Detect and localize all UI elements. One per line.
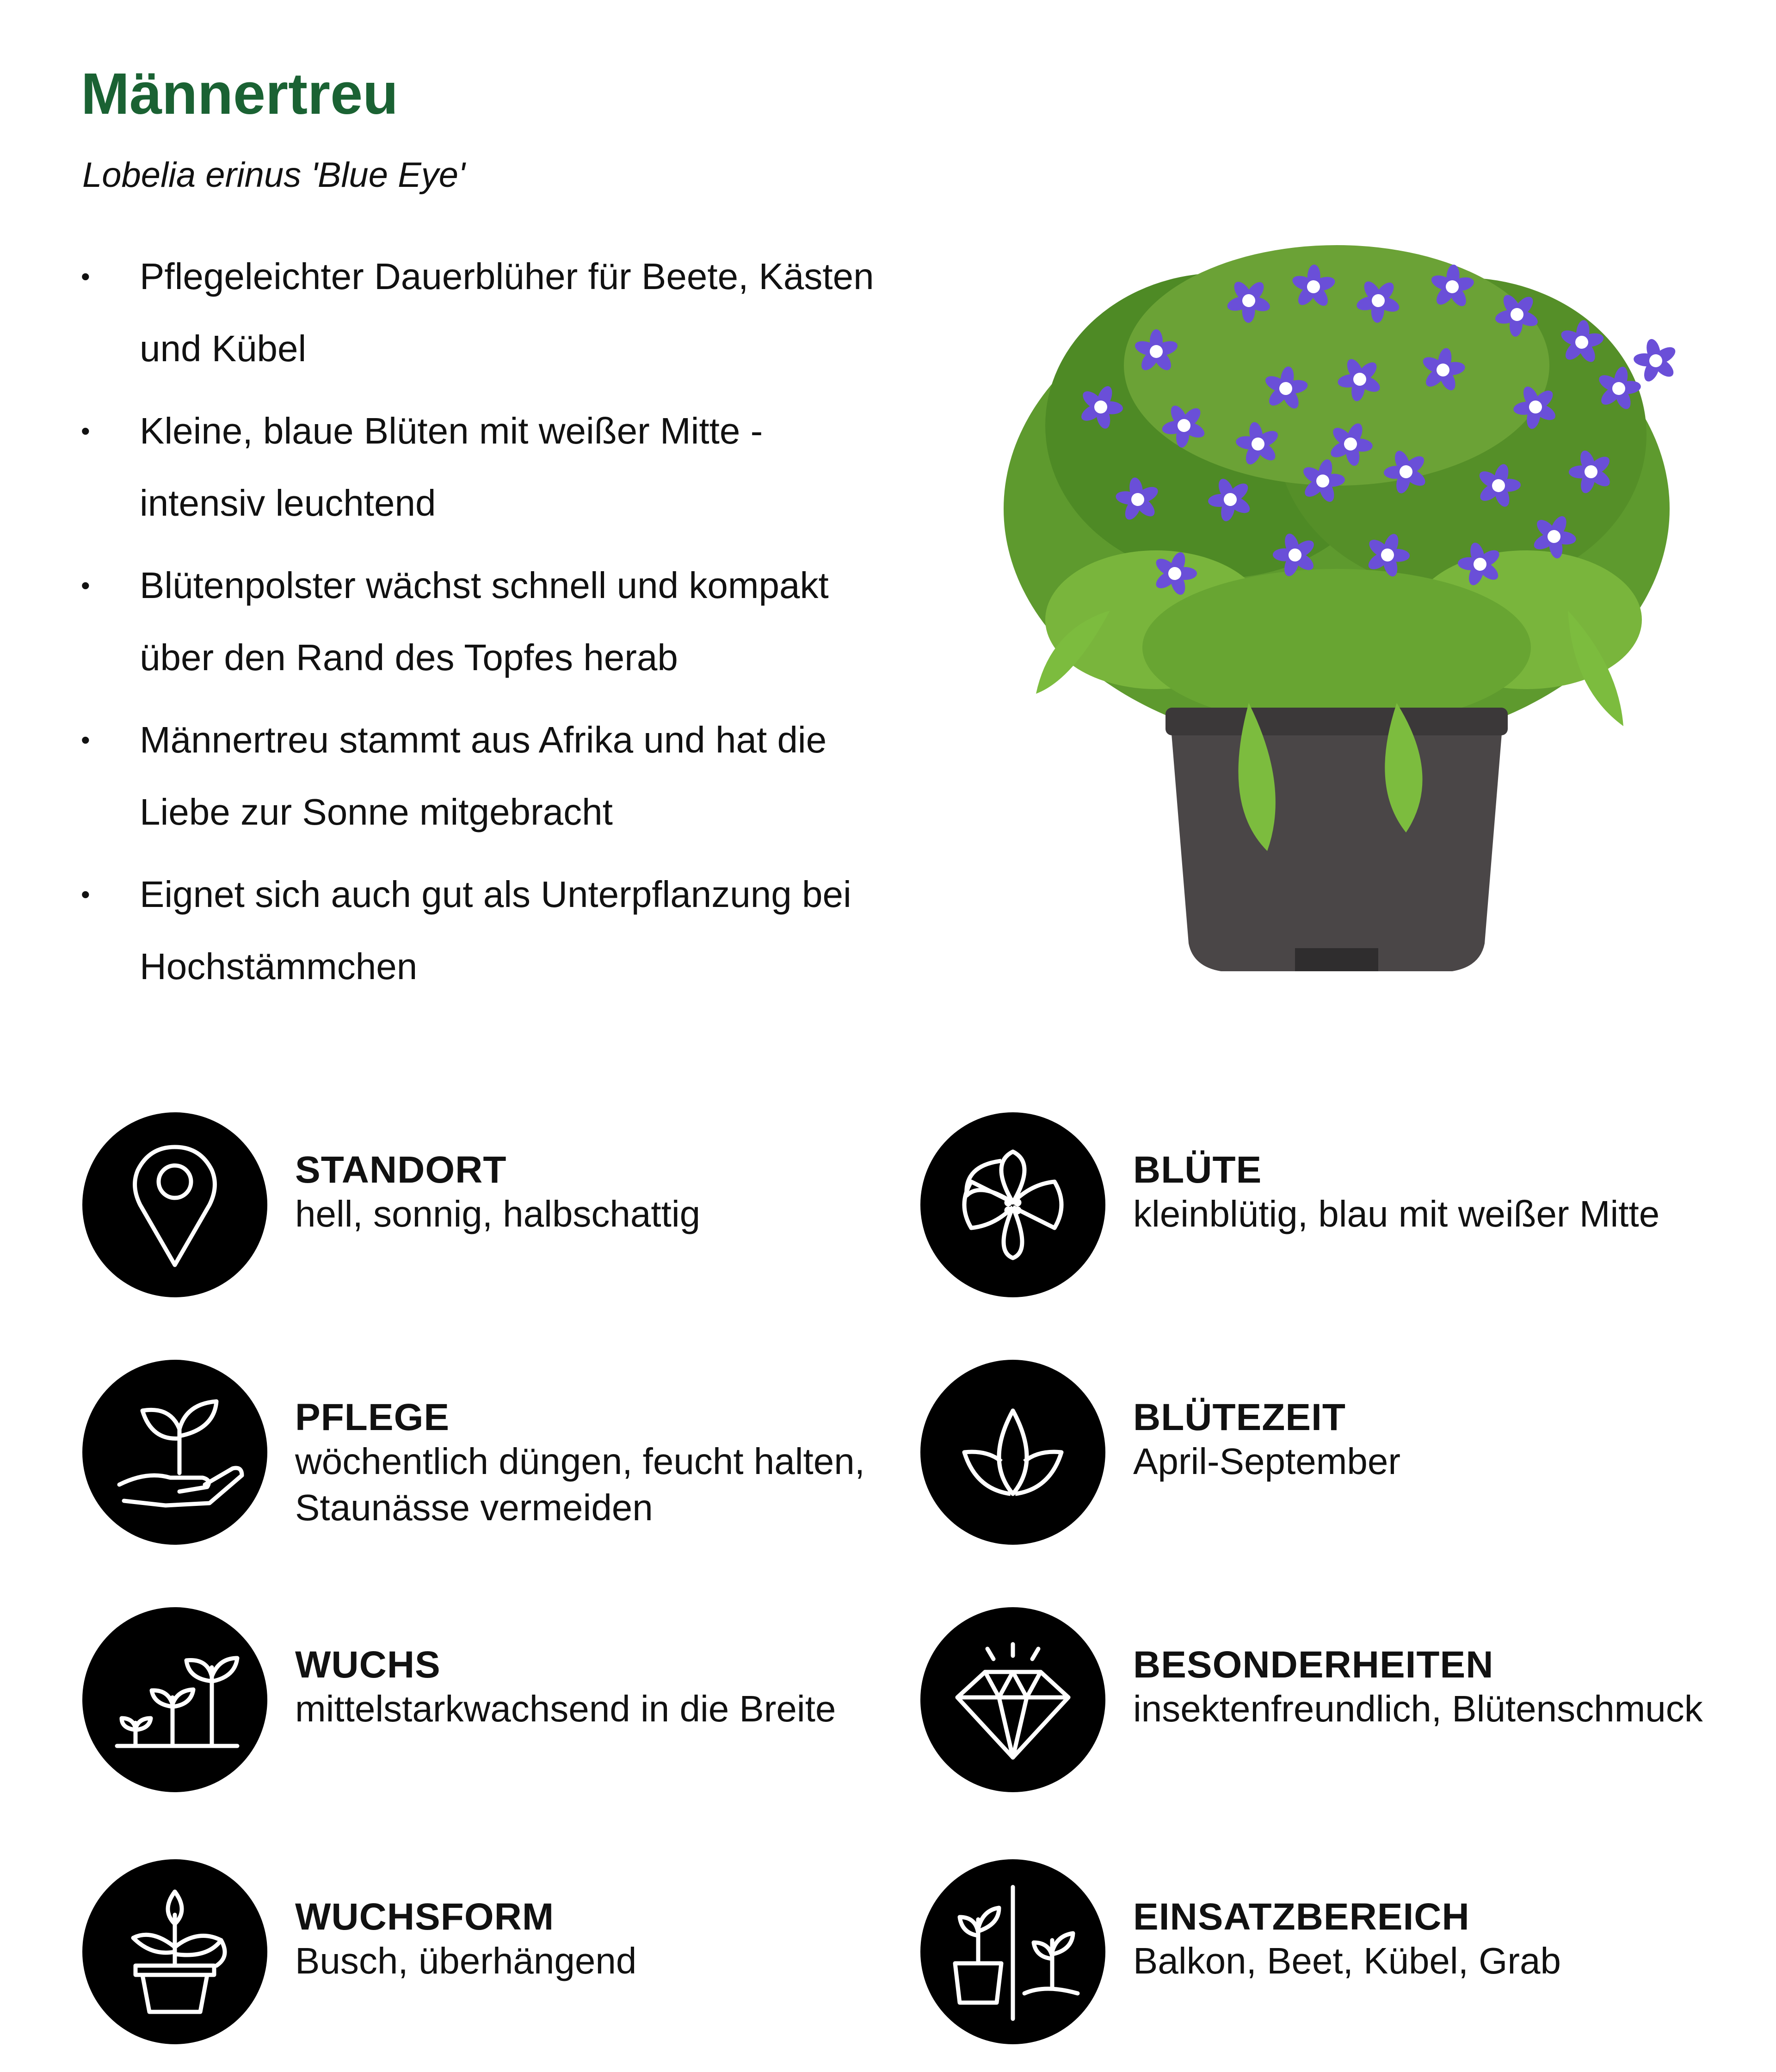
pot [1166,708,1508,971]
feature-label: BLÜTE [1133,1149,1262,1191]
botanical-name: Lobelia erinus 'Blue Eye' [82,155,465,195]
potted-plant-icon [82,1859,267,2044]
list-item: • Kleine, blaue Blüten mit weißer Mitte - intensiv leuchtend [81,395,895,539]
list-item: • Pflegeleichter Dauerblüher für Beete, Kästen und Kübel [81,240,895,385]
feature-label: BLÜTEZEIT [1133,1396,1346,1438]
feature-wuchs [82,1607,896,1801]
growing-sprouts-icon [82,1607,267,1792]
feature-pflege [82,1360,896,1554]
diamond-icon [920,1607,1105,1792]
feature-bluetezeit [920,1360,1734,1554]
feature-label: EINSATZBEREICH [1133,1896,1470,1938]
feature-value: insektenfreundlich, Blütenschmuck [1133,1688,1703,1730]
feature-label: BESONDERHEITEN [1133,1644,1494,1686]
feature-bluete [920,1112,1734,1307]
feature-value: Balkon, Beet, Kübel, Grab [1133,1940,1561,1982]
feature-value: mittelstarkwachsend in die Breite [295,1688,836,1730]
location-pin-icon [82,1112,267,1297]
hand-seedling-icon [82,1360,267,1545]
plant-photo [897,148,1776,1018]
feature-value: hell, sonnig, halbschattig [295,1193,701,1235]
feature-besonderheiten [920,1607,1734,1801]
feature-einsatzbereich [920,1859,1734,2054]
feature-standort [82,1112,896,1307]
feature-value: April-September [1133,1441,1401,1482]
feature-label: WUCHS [295,1644,441,1686]
feature-value: wöchentlich düngen, feucht halten, Staunässe vermeiden [295,1441,865,1529]
list-item: • Männertreu stammt aus Afrika und hat die Liebe zur Sonne mitgebracht [81,704,895,848]
feature-list [81,240,895,1013]
list-item: • Blütenpolster wächst schnell und kompakt über den Rand des Topfes herab [81,549,895,694]
list-item: • Eignet sich auch gut als Unterpflanzung bei Hochstämmchen [81,858,895,1003]
feature-label: STANDORT [295,1149,507,1191]
pot-and-ground-icon [920,1859,1105,2044]
feature-label: PFLEGE [295,1396,450,1438]
flower-icon [920,1112,1105,1297]
feature-wuchsform [82,1859,896,2054]
page-title: Männertreu [81,61,399,126]
feature-value: kleinblütig, blau mit weißer Mitte [1133,1193,1660,1235]
feature-value: Busch, überhängend [295,1940,637,1982]
feature-label: WUCHSFORM [295,1896,555,1938]
foliage [1004,245,1670,749]
lotus-icon [920,1360,1105,1545]
